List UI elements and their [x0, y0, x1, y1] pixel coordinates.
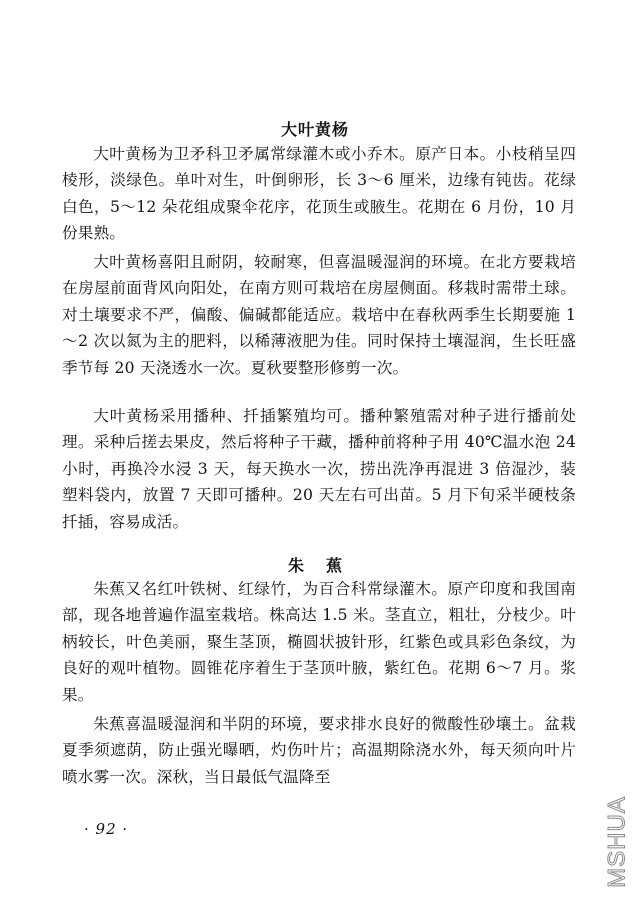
- paragraph-cultivation: 大叶黄杨喜阳且耐阴，较耐寒，但喜温暖湿润的环境。在北方要栽培在房屋前面背风向阳处，在南方则可栽培在房屋侧面。移栽时需带土球。对土壤要求不严，偏酸、偏碱都能适应。栽培中在春秋两季生长期要施 1～2 次以氮为主的肥料，以稀薄液肥为佳。同时保持土壤湿润，生长旺盛季节每 20 天浇透水一次。夏秋要整形修剪一次。: [62, 253, 576, 377]
- watermark-text: MSHUA: [603, 796, 631, 888]
- paragraph-description: 大叶黄杨为卫矛科卫矛属常绿灌木或小乔木。原产日本。小枝稍呈四棱形，淡绿色。单叶对生，叶倒卵形，长 3～6 厘米，边缘有钝齿。花绿白色，5～12 朵花组成聚伞花序，花顶生或腋生。花期在 6 月份，10 月份果熟。: [62, 145, 576, 243]
- paragraph-propagation: 大叶黄杨采用播种、扦插繁殖均可。播种繁殖需对种子进行播前处理。采种后搓去果皮，然后将种子干藏，播种前将种子用 40℃温水泡 24 小时，再换冷水浸 3 天，每天换水一次，捞出洗净再混进 3 倍湿沙，装塑料袋内，放置 7 天即可播种。20 天左右可出苗。5 月下旬采半硬枝条扦插，容易成活。: [62, 407, 576, 531]
- paragraph-cultivation: 朱蕉喜温暖湿润和半阴的环境，要求排水良好的微酸性砂壤土。盆栽夏季须遮荫，防止强光曝晒，灼伤叶片；高温期除浇水外，每天须向叶片喷水雾一次。深秋，当日最低气温降至: [62, 715, 576, 786]
- section-title-zhu-jiao: 朱蕉: [287, 556, 364, 575]
- section-title-da-ye-huang-yang: 大叶黄杨: [280, 120, 349, 139]
- page-number: · 92 ·: [84, 820, 129, 838]
- paragraph-description: 朱蕉又名红叶铁树、红绿竹，为百合科常绿灌木。原产印度和我国南部，现各地普遍作温室栽培。株高达 1.5 米。茎直立，粗壮，分枝少。叶柄较长，叶色美丽，聚生茎顶，椭圆状披针形，红紫色或具彩色条纹，为良好的观叶植物。圆锥花序着生于茎顶叶腋，紫红色。花期 6～7 月。浆果。: [62, 580, 576, 704]
- watermark-logo: [601, 790, 635, 895]
